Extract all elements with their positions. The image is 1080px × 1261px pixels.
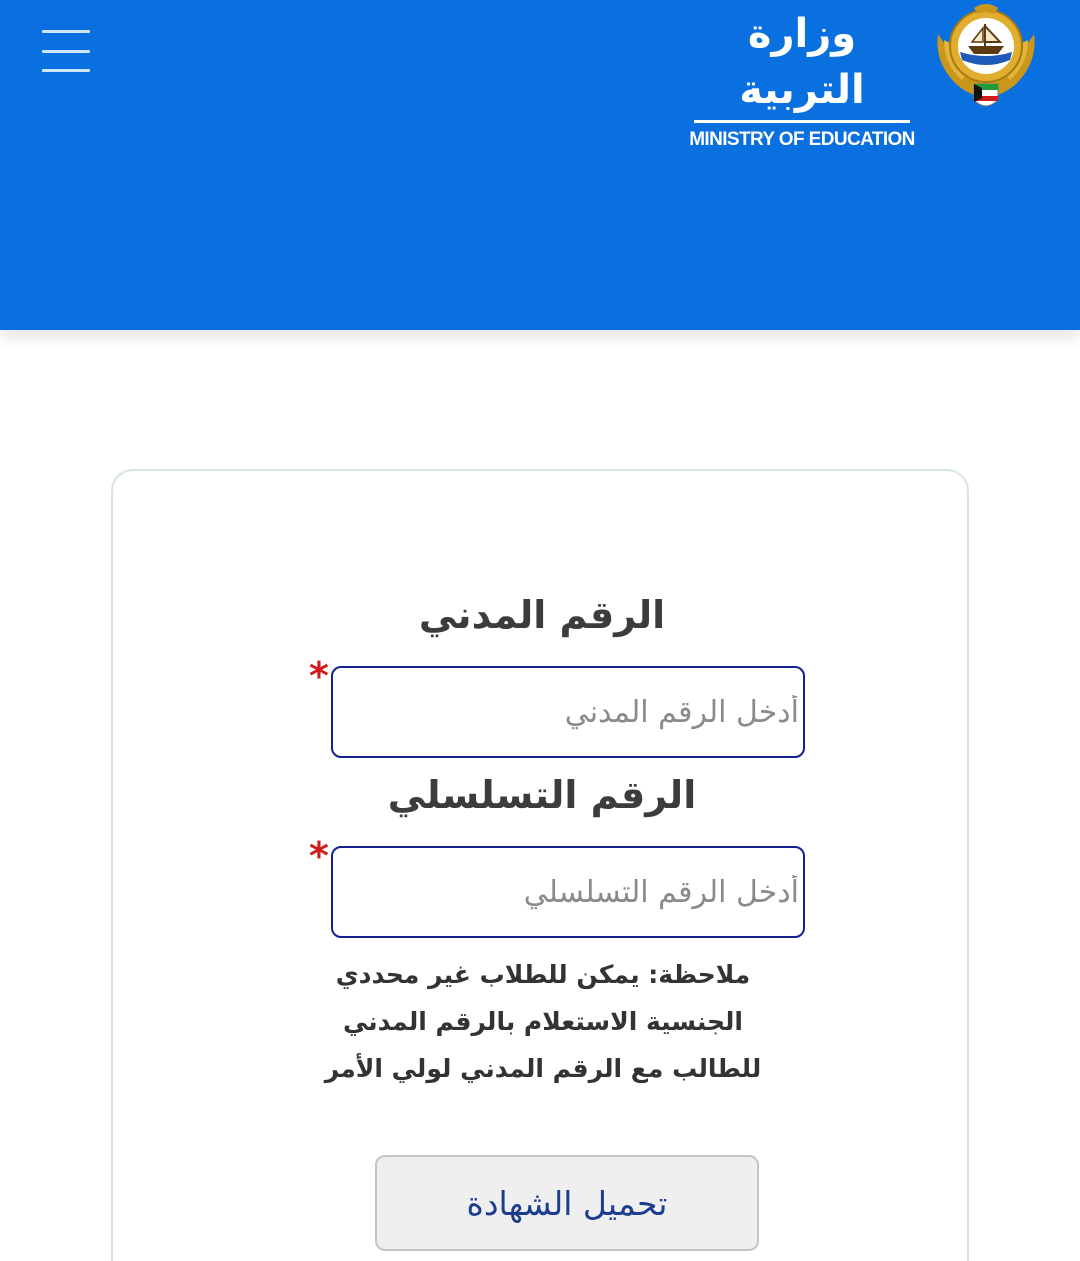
- menu-line: [42, 30, 90, 33]
- brand-name-english: MINISTRY OF EDUCATION: [689, 129, 915, 150]
- menu-line: [42, 69, 90, 72]
- stateless-students-note: ملاحظة: يمكن للطلاب غير محددي الجنسية الاستعلام بالرقم المدني للطالب مع الرقم المدني لولي الأمر: [324, 960, 762, 1083]
- hamburger-menu-icon[interactable]: [42, 30, 90, 72]
- certificate-form-card: [111, 469, 969, 1261]
- civil-id-input[interactable]: [331, 666, 805, 758]
- top-header: [0, 0, 1080, 330]
- civil-id-label: الرقم المدني: [418, 593, 666, 637]
- serial-number-required-mark: *: [309, 834, 329, 878]
- kuwait-emblem-icon: [930, 0, 1042, 116]
- download-certificate-button[interactable]: تحميل الشهادة: [375, 1155, 759, 1251]
- civil-id-required-mark: *: [309, 654, 329, 698]
- menu-line: [42, 50, 90, 53]
- brand-name-arabic: وزارة التربية: [739, 11, 865, 113]
- serial-number-label: الرقم التسلسلي: [387, 773, 697, 817]
- brand-divider: [694, 120, 910, 123]
- serial-number-input[interactable]: [331, 846, 805, 938]
- brand-logo-text[interactable]: [682, 6, 922, 150]
